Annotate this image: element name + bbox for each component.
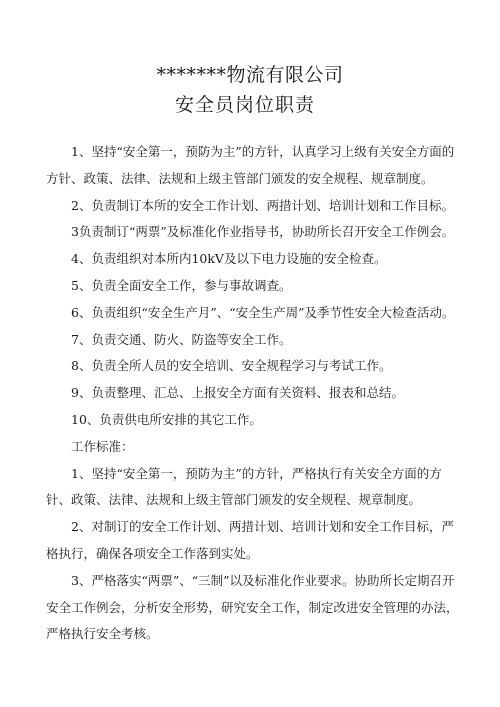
duty-item: 9、负责整理、汇总、上报安全方面有关资料、报表和总结。 [71,385,404,401]
duty-item: 8、负责全所人员的安全培训、安全规程学习与考试工作。 [71,358,392,374]
duty-item: 4、负责组织对本所内10kV及以下电力设施的安全检查。 [71,251,387,267]
duty-item: 10、负责供电所安排的其它工作。 [71,411,262,427]
standards-heading: 工作标准： [71,438,134,454]
duty-item: 3负责制订“两票”及标准化作业指导书，协助所长召开安全工作例会。 [71,224,455,240]
duty-item: 7、负责交通、防火、防盗等安全工作。 [71,331,292,347]
document-title: 安全员岗位职责 [174,94,315,116]
document-body [46,139,466,648]
standard-item: 1、坚持“安全第一，预防为主”的方针，严格执行有关安全方面的方针、政策、法律、法规和上级主管部门颁发的安全规程、规章制度。 [46,465,442,508]
standard-item: 3、严格落实“两票”、“三制”以及标准化作业要求。协助所长定期召开安全工作例会，分析安全形势，研究安全工作，制定改进安全管理的办法，严格执行安全考核。 [46,572,459,642]
duty-item: 2、负责制订本所的安全工作计划、两措计划、培训计划和工作目标。 [71,197,454,213]
company-title: *******物流有限公司 [156,64,344,86]
standard-item: 2、对制订的安全工作计划、两措计划、培训计划和安全工作目标，严格执行，确保各项安全工作落到实处。 [46,519,454,561]
duty-item: 5、负责全面安全工作，参与事故调查。 [71,277,292,293]
duty-item: 6、负责组织“安全生产月”、“安全生产周”及季节性安全大检查活动。 [71,304,455,320]
duty-item: 1、坚持“安全第一，预防为主”的方针，认真学习上级有关安全方面的方针、政策、法律、法规和上级主管部门颁发的安全规程、规章制度。 [46,144,455,186]
